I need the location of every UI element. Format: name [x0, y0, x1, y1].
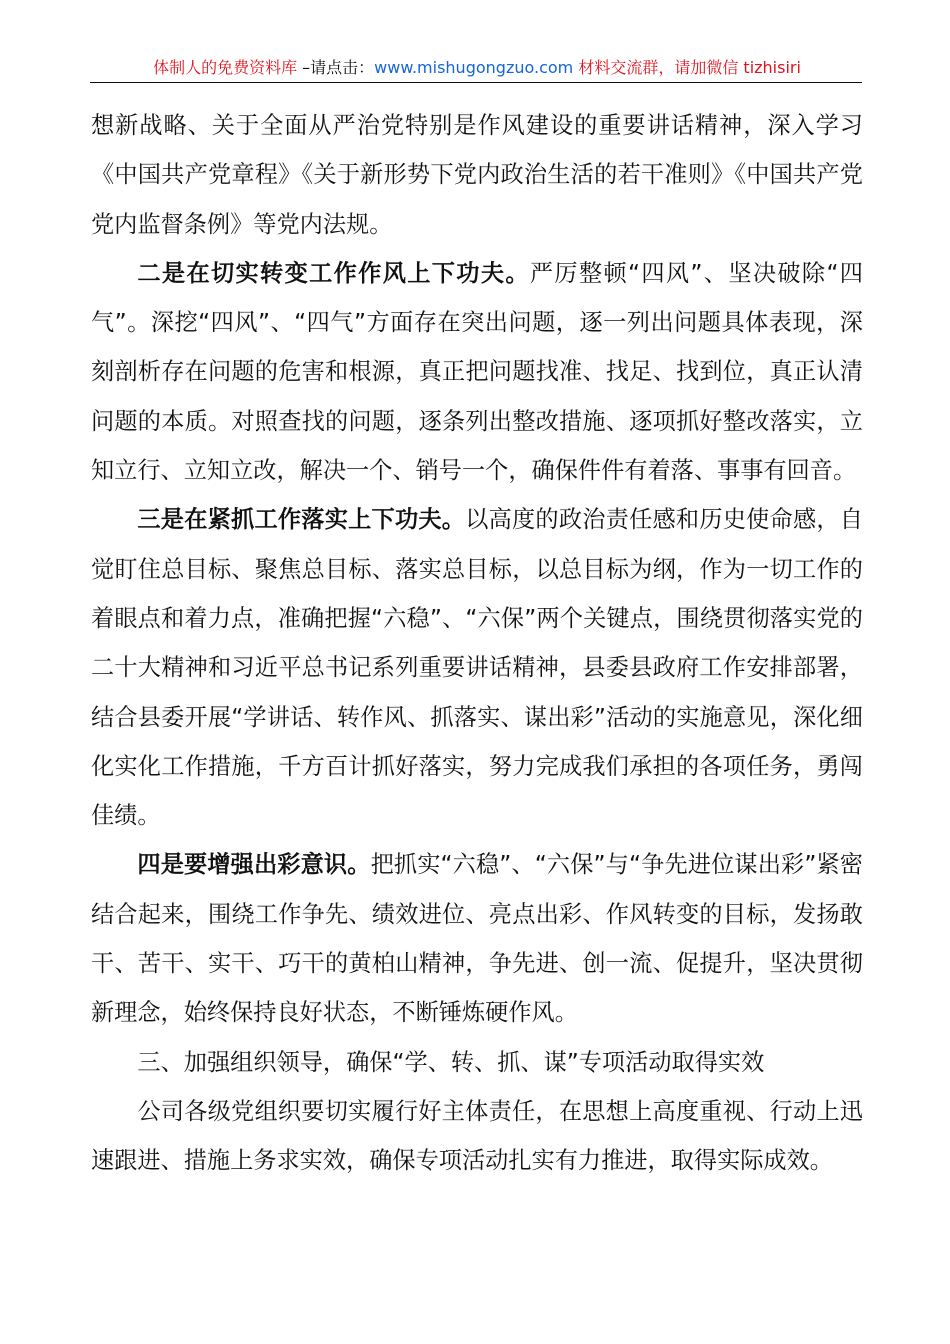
paragraph-lead: 四是要增强出彩意识。: [137, 851, 371, 879]
header-divider: [90, 82, 862, 83]
header-contact-text: 材料交流群，请加微信 tizhisiri: [573, 58, 801, 77]
paragraph-point-three: [91, 495, 863, 840]
page-header: [92, 58, 862, 78]
paragraph-point-two: [91, 249, 863, 495]
header-library-name: 体制人的免费资料库: [153, 58, 298, 77]
paragraph-lead: 三是在紧抓工作落实上下功夫。: [137, 506, 466, 534]
header-separator: –请点击：: [297, 58, 375, 77]
section-heading-text: 三、加强组织领导，确保“学、转、抓、谋”专项活动取得实效: [137, 1048, 765, 1076]
paragraph-continuation: [91, 101, 863, 249]
paragraph-text: 想新战略、关于全面从严治党特别是作风建设的重要讲话精神，深入学习《中国共产党章程》《关于新形势下党内政治生活的若干准则》《中国共产党党内监督条例》等党内法规。: [91, 112, 863, 238]
paragraph-closing: [91, 1087, 863, 1186]
paragraph-text: 严厉整顿“四风”、坚决破除“四气”。深挖“四风”、“四气”方面存在突出问题，逐一列出问题具体表现，深刻剖析存在问题的危害和根源，真正把问题找准、找足、找到位，真正认清问题的本质。对照查找的问题，逐条列出整改措施、逐项抓好整改落实，立知立行、立知立改，解决一个、销号一个，确保件件有着落、事事有回音。: [91, 259, 863, 485]
paragraph-text: 公司各级党组织要切实履行好主体责任，在思想上高度重视、行动上迅速跟进、措施上务求实效，确保专项活动扎实有力推进，取得实际成效。: [91, 1097, 863, 1175]
paragraph-lead: 二是在切实转变工作作风上下功夫。: [137, 259, 530, 287]
paragraph-text: 把抓实“六稳”、“六保”与“争先进位谋出彩”紧密结合起来，围绕工作争先、绩效进位、亮点出彩、作风转变的目标，发扬敢干、苦干、实干、巧干的黄柏山精神，争先进、创一流、促提升，坚决贯彻新理念，始终保持良好状态，不断锤炼硬作风。: [91, 851, 863, 1027]
document-body: [91, 101, 863, 1186]
section-heading: [91, 1038, 863, 1087]
paragraph-text: 以高度的政治责任感和历史使命感，自觉盯住总目标、聚焦总目标、落实总目标，以总目标为纲，作为一切工作的着眼点和着力点，准确把握“六稳”、“六保”两个关键点，围绕贯彻落实党的二十大精神和习近平总书记系列重要讲话精神，县委县政府工作安排部署，结合县委开展“学讲话、转作风、抓落实、谋出彩”活动的实施意见，深化细化实化工作措施，千方百计抓好落实，努力完成我们承担的各项任务，勇闯佳绩。: [91, 506, 863, 830]
header-url-link[interactable]: www.mishugongzuo.com: [374, 58, 574, 77]
paragraph-point-four: [91, 840, 863, 1037]
